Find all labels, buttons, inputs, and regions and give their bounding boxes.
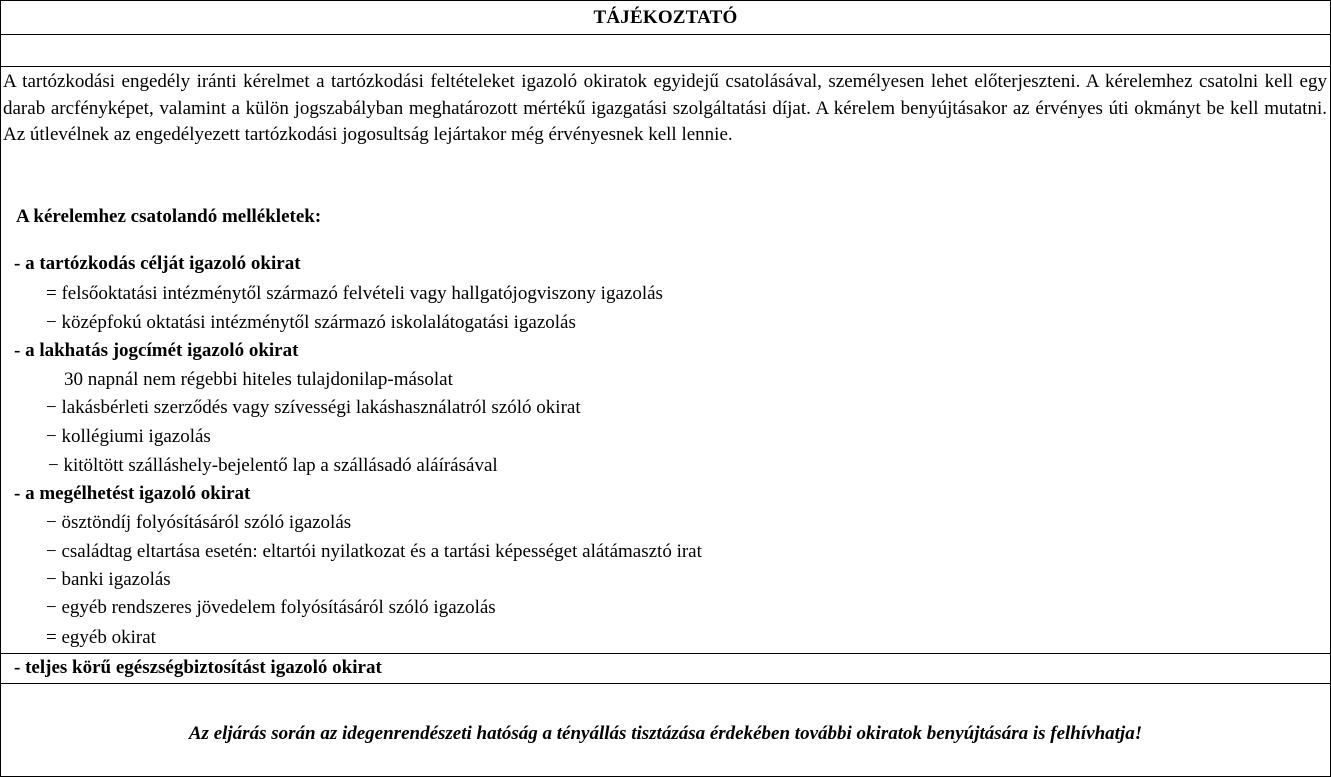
- row-divider-2: [0, 66, 1331, 67]
- section-heading-purpose: - a tartózkodás célját igazoló okirat: [14, 253, 301, 274]
- list-item: − lakásbérleti szerződés vagy szívességi lakáshasználatról szóló okirat: [46, 397, 581, 418]
- list-item: − kollégiumi igazolás: [46, 426, 211, 447]
- list-item: − egyéb rendszeres jövedelem folyósításáról szóló igazolás: [46, 597, 496, 618]
- attachments-heading: A kérelemhez csatolandó mellékletek:: [16, 206, 322, 227]
- section-heading-housing: - a lakhatás jogcímét igazoló okirat: [14, 340, 299, 361]
- list-item: − ösztöndíj folyósításáról szóló igazolás: [46, 512, 352, 533]
- row-divider-3: [0, 653, 1331, 654]
- list-item: 30 napnál nem régebbi hiteles tulajdonilap-másolat: [64, 369, 453, 390]
- page-title: TÁJÉKOZTATÓ: [593, 7, 738, 28]
- list-item: − kitöltött szálláshely-bejelentő lap a szállásadó aláírásával: [48, 455, 498, 476]
- footer-note: [0, 720, 1331, 747]
- intro-paragraph: A tartózkodási engedély iránti kérelmet a tartózkodási feltételeket igazoló okiratok egyidejű csatolásával, személyesen lehet előterjeszteni. A kérelemhez csatolni kell egy darab arcfényképet, valamint a külön jogszabályban meghatározott mértékű igazgatási szolgáltatási díjat. A kérelem benyújtásakor az érvényes úti okmányt be kell mutatni. Az útlevélnek az engedélyezett tartózkodási jogosultság lejártakor még érvényesnek kell lennie.: [3, 71, 1327, 145]
- row-divider-4: [0, 683, 1331, 684]
- table-border-top: [0, 0, 1331, 1]
- list-item: − banki igazolás: [46, 569, 171, 590]
- row-divider-1: [0, 34, 1331, 35]
- list-item: = egyéb okirat: [46, 627, 156, 648]
- health-insurance-item: - teljes körű egészségbiztosítást igazoló okirat: [14, 657, 382, 678]
- section-heading-subsistence: - a megélhetést igazoló okirat: [14, 483, 251, 504]
- list-item: = felsőoktatási intézménytől származó felvételi vagy hallgatójogviszony igazolás: [46, 283, 663, 304]
- list-item: − középfokú oktatási intézménytől származó iskolalátogatási igazolás: [46, 312, 576, 333]
- table-border-left: [0, 0, 1, 777]
- list-item: − családtag eltartása esetén: eltartói nyilatkozat és a tartási képességet alátámasztó irat: [46, 541, 702, 562]
- footer-note-text: Az eljárás során az idegenrendészeti hatóság a tényállás tisztázása érdekében további okiratok benyújtására is felhívhatja!: [188, 723, 1143, 744]
